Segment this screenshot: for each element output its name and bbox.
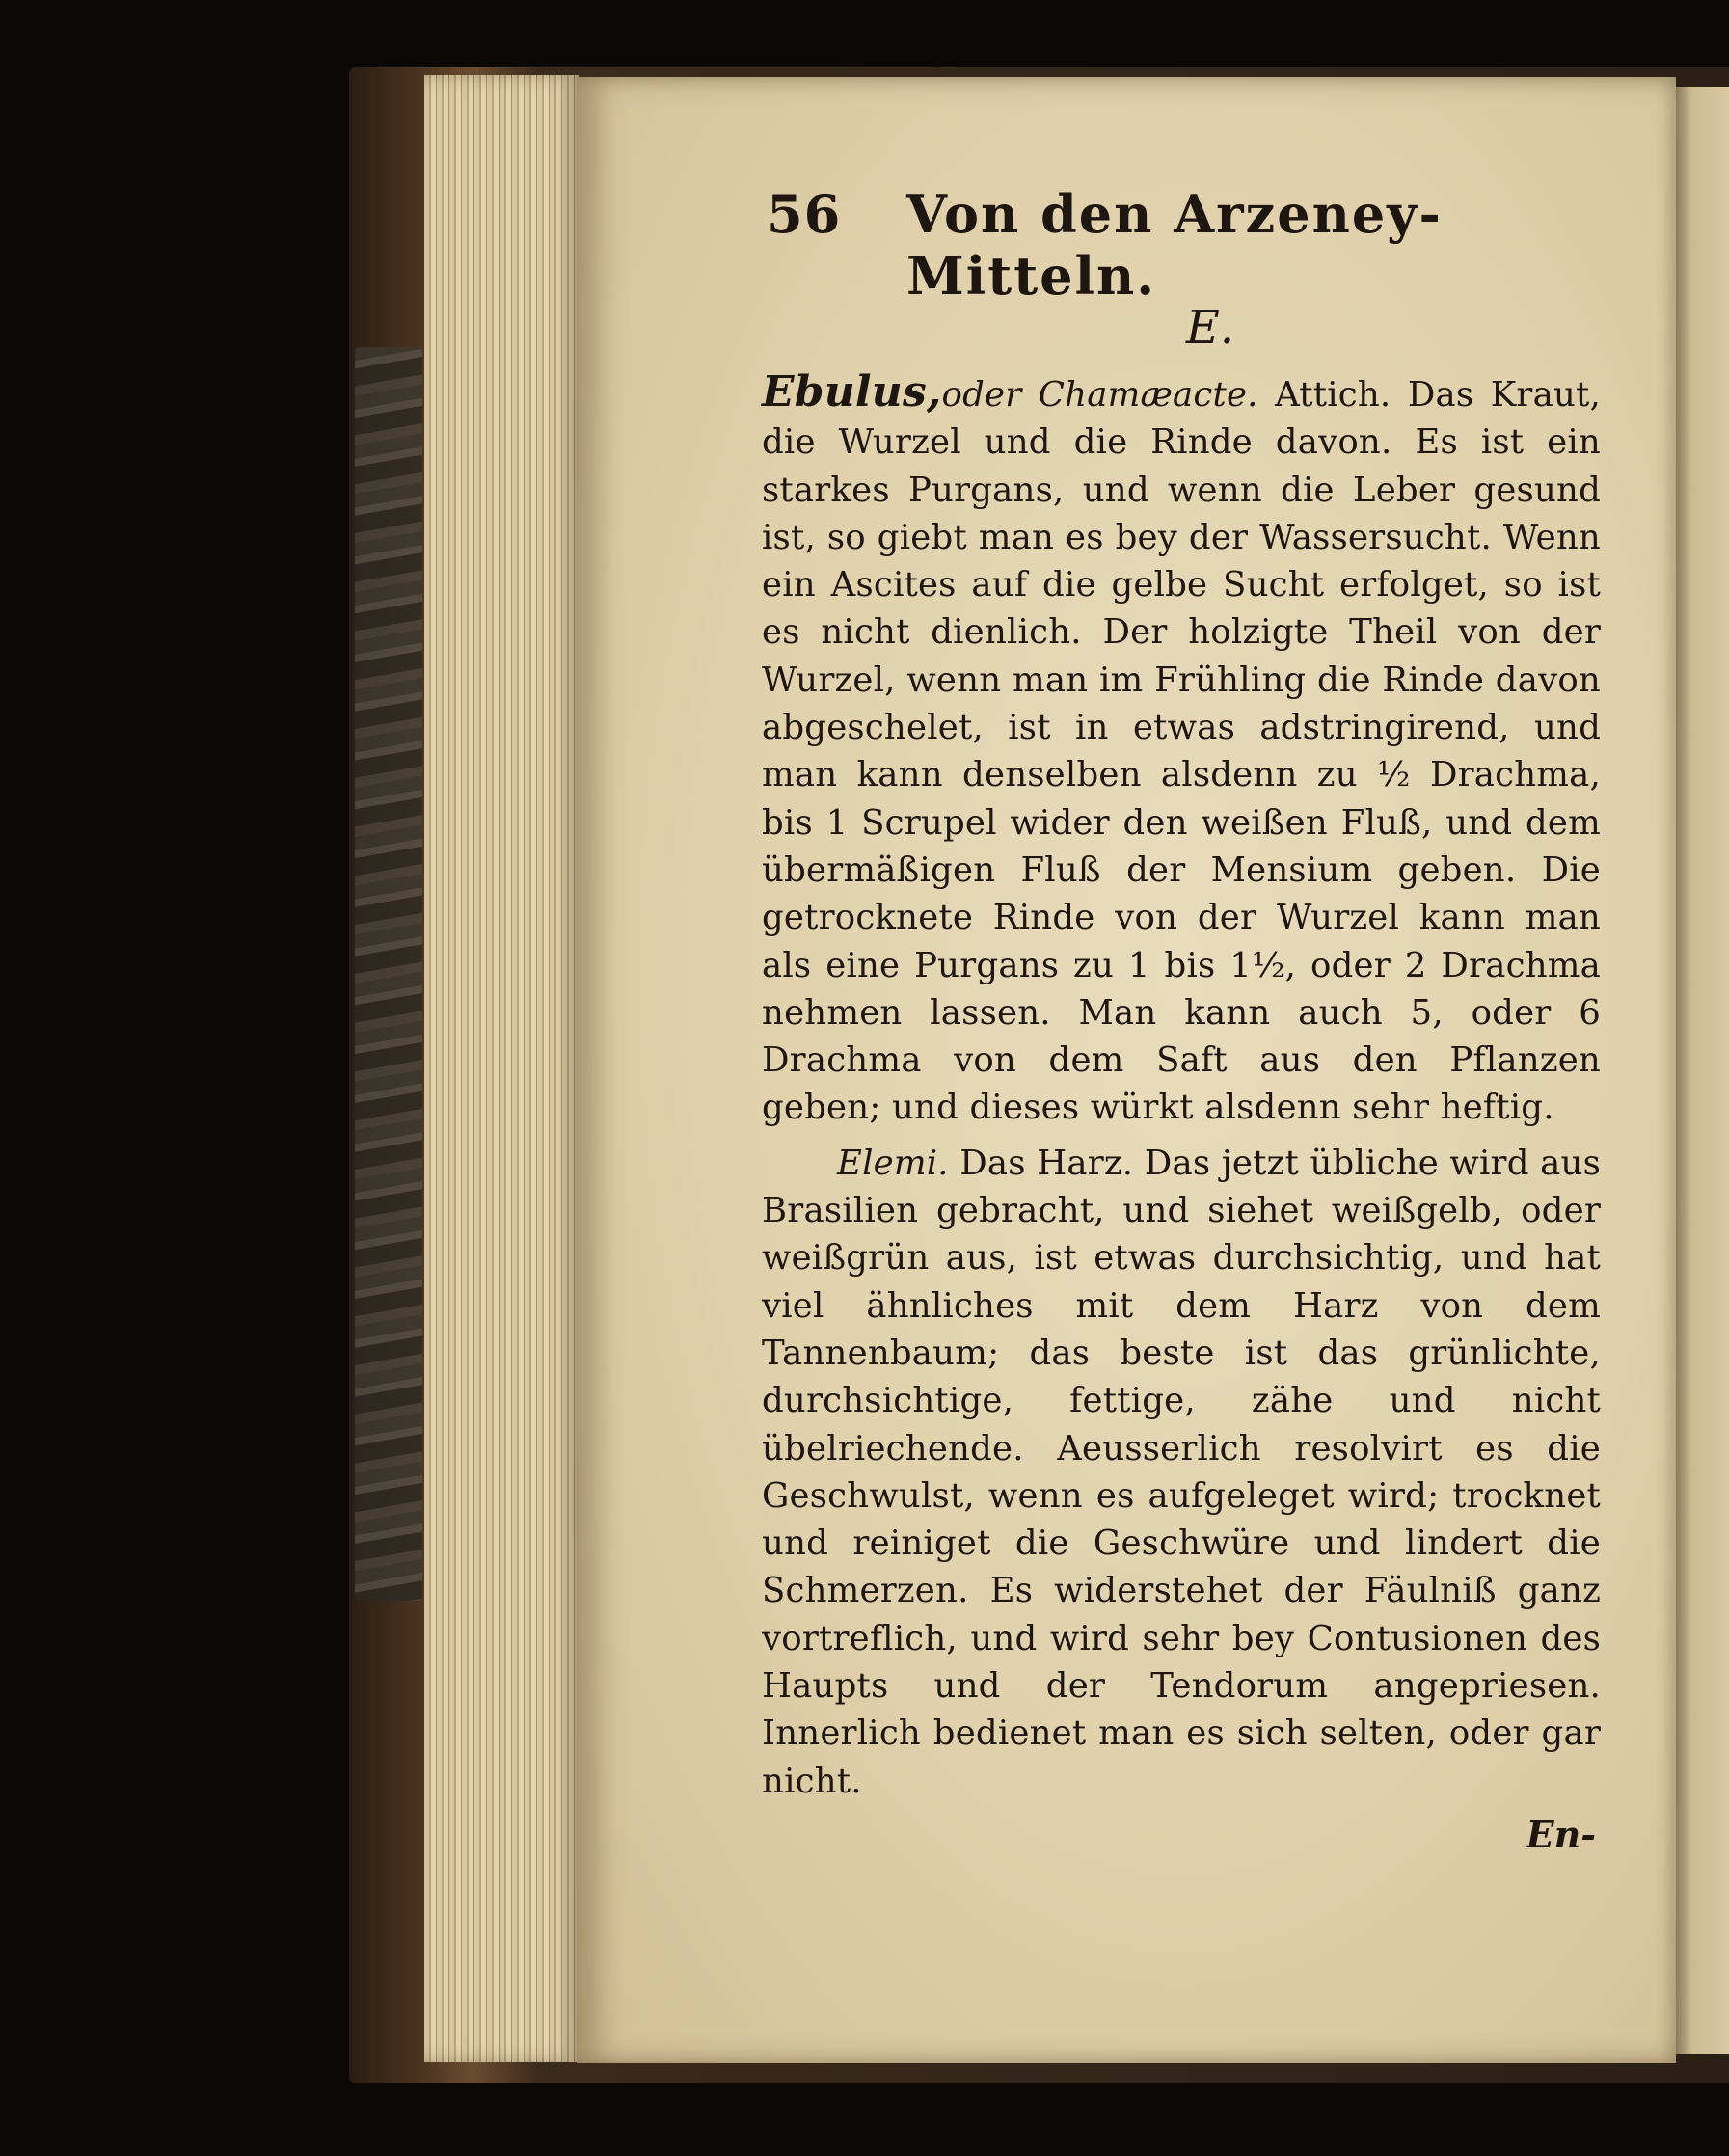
entry-lemma: Ebulus, [762, 367, 942, 417]
facing-page-edge [1676, 87, 1729, 2054]
entry-lemma: Elemi. [837, 1143, 949, 1183]
section-letter: E. [1185, 301, 1235, 355]
running-head [762, 183, 1601, 307]
page-number: 56 [767, 183, 842, 245]
entry-lemma-alt: oder Chamæacte. [941, 375, 1258, 415]
entry-elemi [762, 1140, 1601, 1805]
marbled-binding [355, 347, 422, 1601]
entry-ebulus [762, 368, 1601, 1132]
page-edges [424, 75, 579, 2062]
entry-text: Attich. Das Kraut, die Wurzel und die Rinde davon. Es ist ein starkes Purgans, und wenn die Leber gesund ist, so giebt man es bey der Wassersucht. Wenn ein Ascites auf die gelbe Sucht erfolget, so ist es nicht dienlich. Der holzigte Theil von der Wurzel, wenn man im Frühling die Rinde davon abgeschelet, ist in etwas adstringirend, und man kann denselben alsdenn zu ½ Drachma, bis 1 Scrupel wider den weißen Fluß, und dem übermäßigen Fluß der Mensium geben. Die getrocknete Rinde von der Wurzel kann man als eine Purgans zu 1 bis 1½, oder 2 Drachma nehmen lassen. Man kann auch 5, oder 6 Drachma von dem Saft aus den Pflanzen geben; und dieses würkt alsdenn sehr heftig. [762, 375, 1601, 1128]
page-text-block [762, 183, 1601, 1856]
entry-text: Das Harz. Das jetzt übliche wird aus Brasilien gebracht, und siehet weißgelb, oder weißgrün aus, ist etwas durchsichtig, und hat viel ähnliches mit dem Harz von dem Tannenbaum; das beste ist das grünlichte, durchsichtige, fettige, zähe und nicht übelriechende. Aeusserlich resolvirt es die Geschwulst, wenn es aufgeleget wird; trocknet und reiniget die Geschwüre und lindert die Schmerzen. Es widerstehet der Fäulniß ganz vortreflich, und wird sehr bey Contusionen des Haupts und der Tendorum angepriesen. Innerlich bedienet man es sich selten, oder gar nicht. [762, 1143, 1601, 1801]
running-title: Von den Arzeney-Mitteln. [906, 183, 1443, 307]
catchword: En- [1526, 1813, 1596, 1856]
